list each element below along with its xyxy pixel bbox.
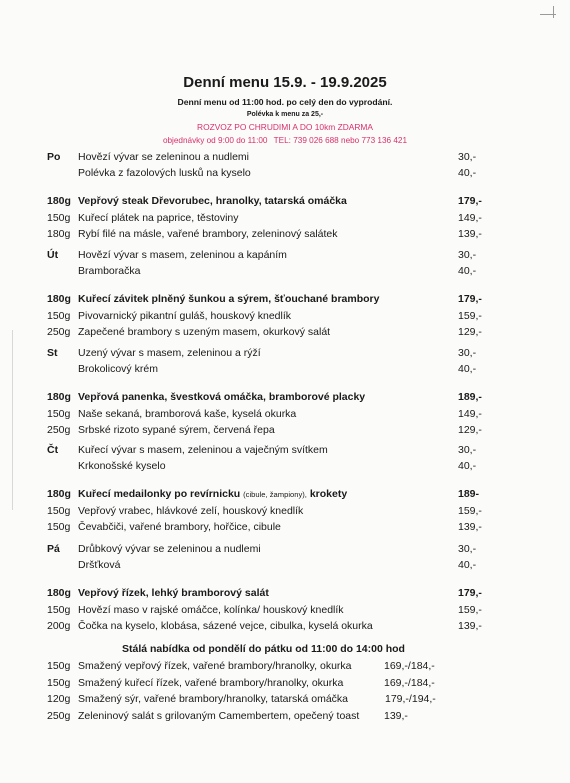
standing-item-price: 179,-/194,- — [385, 693, 436, 705]
main-dish-row — [0, 619, 570, 634]
phone-numbers: TEL: 739 026 688 nebo 773 136 421 — [273, 136, 408, 145]
standing-offer-title: Stálá nabídka od pondělí do pátku od 11:00 do 14:00 hod — [122, 643, 405, 655]
dish-name — [78, 292, 379, 307]
dish-name-text: Pivovarnický pikantní guláš, houskový knedlík — [78, 309, 292, 322]
dish-weight: 150g — [47, 309, 71, 322]
dish-name-text: Vepřová panenka, švestková omáčka, bramborové placky — [78, 391, 366, 403]
soup-name: Krkonošské kyselo — [78, 460, 166, 472]
dish-price: 189- — [458, 488, 480, 500]
dish-name-text: Kuřecí závitek plněný šunkou a sýrem, šťouchané brambory — [78, 293, 380, 305]
main-dish-row — [0, 211, 570, 226]
soup-name: Kuřecí vývar s masem, zeleninou a vaječným svítkem — [78, 444, 328, 456]
dish-price: 139,- — [458, 620, 482, 632]
dish-name — [78, 487, 347, 502]
soup-price-info: Polévka k menu za 25,- — [246, 111, 324, 118]
dish-name — [78, 504, 303, 519]
dish-weight: 150g — [47, 407, 71, 420]
dish-weight: 180g — [47, 587, 71, 599]
soup-row — [0, 346, 570, 361]
dish-name-text: Naše sekaná, bramborová kaše, kyselá okurka — [78, 407, 297, 420]
dish-price: 129,- — [458, 326, 482, 338]
dish-weight: 150g — [47, 521, 71, 533]
standing-item-row — [0, 709, 570, 724]
dish-name-text: Vepřový steak Dřevorubec, hranolky, tatarská omáčka — [78, 195, 347, 207]
dish-name — [78, 390, 365, 405]
dish-name — [78, 586, 269, 601]
day-label: St — [47, 347, 58, 359]
dish-price: 159,- — [458, 603, 482, 616]
day-label: Po — [47, 151, 61, 163]
soup-row — [0, 248, 570, 263]
serving-info: Denní menu od 11:00 hod. po celý den do vyprodání. — [177, 97, 393, 107]
dish-name-text: Čočka na kyselo, klobása, sázené vejce, cibulka, kyselá okurka — [78, 620, 373, 632]
main-dish-row — [0, 309, 570, 324]
dish-name-text: Vepřový vrabec, hlávkové zelí, houskový knedlík — [78, 504, 304, 517]
main-dish-row — [0, 292, 570, 307]
dish-name — [78, 520, 281, 535]
dish-name — [78, 194, 347, 209]
dish-weight: 180g — [47, 488, 71, 500]
soup-price: 30,- — [458, 249, 477, 261]
dish-weight: 180g — [47, 228, 71, 240]
dish-weight: 150g — [47, 603, 71, 616]
dish-name-text: Zapečené brambory s uzeným masem, okurkový salát — [78, 326, 331, 338]
soup-name: Polévka z fazolových lusků na kyselo — [78, 167, 251, 179]
dish-name-text: Kuřecí medailonky po revírnicku — [78, 488, 241, 500]
day-label: Út — [47, 249, 59, 261]
dish-name-suffix: krokety — [309, 488, 348, 500]
main-dish-row — [0, 390, 570, 405]
dish-name-text: Čevabčiči, vařené brambory, hořčice, cibule — [78, 521, 281, 533]
soup-row — [0, 166, 570, 181]
dish-name-note: (cibule, žampiony), — [243, 490, 307, 499]
dish-name-text: Vepřový řízek, lehký bramborový salát — [78, 587, 269, 599]
day-label: Čt — [47, 444, 59, 456]
scan-corner-mark — [540, 6, 556, 15]
dish-weight: 250g — [47, 424, 71, 436]
soup-price: 30,- — [458, 151, 477, 163]
dish-price: 129,- — [458, 424, 482, 436]
standing-item-row — [0, 676, 570, 691]
dish-price: 189,- — [458, 391, 482, 403]
dish-name — [78, 619, 373, 634]
soup-name: Drůbkový vývar se zeleninou a nudlemi — [78, 543, 261, 555]
dish-name — [78, 211, 239, 226]
main-dish-row — [0, 603, 570, 618]
soup-row — [0, 443, 570, 458]
dish-price: 159,- — [458, 504, 482, 517]
soup-row — [0, 150, 570, 165]
dish-price: 139,- — [458, 228, 482, 240]
standing-item-name: Smažený vepřový řízek, vařené brambory/hranolky, okurka — [78, 660, 352, 672]
menu-title: Denní menu 15.9. - 19.9.2025 — [183, 74, 387, 91]
standing-item-weight: 150g — [47, 676, 71, 689]
soup-name: Dršťková — [78, 559, 121, 571]
dish-weight: 180g — [47, 293, 71, 305]
soup-price: 30,- — [458, 543, 477, 555]
soup-name: Uzený vývar s masem, zeleninou a rýží — [78, 347, 261, 359]
standing-item-weight: 250g — [47, 709, 71, 722]
order-hours: objednávky od 9:00 do 11:00 — [162, 136, 268, 145]
standing-item-name: Zeleninový salát s grilovaným Camembertem, opečený toast — [78, 709, 360, 722]
dish-name — [78, 603, 344, 618]
soup-price: 40,- — [458, 265, 477, 277]
standing-item-price: 169,-/184,- — [384, 676, 435, 689]
day-label: Pá — [47, 543, 60, 555]
soup-row — [0, 558, 570, 573]
dish-weight: 180g — [47, 391, 71, 403]
dish-name — [78, 407, 296, 422]
dish-name-text: Srbské rizoto sypané sýrem, červená řepa — [78, 424, 275, 436]
standing-item-price: 139,- — [384, 709, 408, 722]
soup-row — [0, 362, 570, 377]
main-dish-row — [0, 194, 570, 209]
soup-price: 40,- — [458, 559, 477, 571]
dish-name-text: Rybí filé na másle, vařené brambory, zeleninový salátek — [78, 228, 338, 240]
main-dish-row — [0, 407, 570, 422]
main-dish-row — [0, 325, 570, 340]
dish-price: 149,- — [458, 407, 482, 420]
main-dish-row — [0, 504, 570, 519]
dish-weight: 150g — [47, 211, 71, 224]
dish-price: 179,- — [458, 195, 482, 207]
dish-weight: 250g — [47, 326, 71, 338]
dish-name — [78, 423, 275, 438]
soup-name: Hovězí vývar se zeleninou a nudlemi — [78, 151, 250, 163]
standing-item-weight: 120g — [47, 693, 71, 705]
standing-item-name: Smažený kuřecí řízek, vařené brambory/hranolky, okurka — [78, 676, 344, 689]
standing-item-weight: 150g — [47, 660, 71, 672]
soup-name: Brokolicový krém — [78, 363, 158, 375]
dish-price: 179,- — [458, 587, 482, 599]
dish-name-text: Hovězí maso v rajské omáčce, kolínka/ houskový knedlík — [78, 603, 344, 616]
dish-price: 149,- — [458, 211, 482, 224]
main-dish-row — [0, 423, 570, 438]
standing-item-row — [0, 692, 570, 707]
standing-item-name: Smažený sýr, vařené brambory/hranolky, tatarská omáčka — [78, 693, 349, 705]
delivery-info: ROZVOZ PO CHRUDIMI A DO 10km ZDARMA — [197, 122, 373, 132]
dish-price: 179,- — [458, 293, 482, 305]
soup-row — [0, 542, 570, 557]
soup-name: Hovězí vývar s masem, zeleninou a kapáním — [78, 249, 287, 261]
dish-weight: 200g — [47, 620, 71, 632]
main-dish-row — [0, 227, 570, 242]
dish-price: 139,- — [458, 521, 482, 533]
standing-item-row — [0, 659, 570, 674]
order-info — [0, 136, 570, 145]
main-dish-row — [0, 487, 570, 502]
soup-price: 40,- — [458, 363, 477, 375]
soup-price: 40,- — [458, 460, 477, 472]
dish-name — [78, 309, 291, 324]
soup-price: 30,- — [458, 347, 477, 359]
dish-name-text: Kuřecí plátek na paprice, těstoviny — [78, 211, 239, 224]
main-dish-row — [0, 520, 570, 535]
dish-name — [78, 325, 330, 340]
main-dish-row — [0, 586, 570, 601]
standing-item-price: 169,-/184,- — [384, 660, 435, 672]
soup-row — [0, 459, 570, 474]
dish-weight: 180g — [47, 195, 71, 207]
dish-price: 159,- — [458, 309, 482, 322]
dish-weight: 150g — [47, 504, 71, 517]
soup-price: 30,- — [458, 444, 477, 456]
dish-name — [78, 227, 338, 242]
soup-row — [0, 264, 570, 279]
soup-name: Bramboračka — [78, 265, 141, 277]
soup-price: 40,- — [458, 167, 477, 179]
